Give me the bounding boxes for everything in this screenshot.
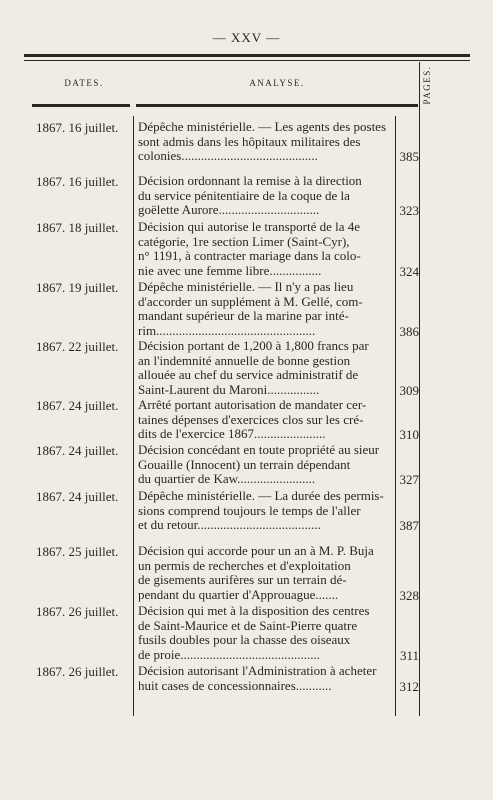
entry-line: de Saint-Maurice et de Saint-Pierre quatre xyxy=(138,618,358,633)
entry-analysis xyxy=(138,664,393,693)
entry-analysis xyxy=(138,398,393,442)
entry-line: allouée au chef du service administratif de xyxy=(138,368,359,383)
entry-page: 387 xyxy=(399,518,419,534)
entry-line: huit cases de concessionnaires........... xyxy=(138,678,332,693)
entry-line: colonies.......................................... xyxy=(138,149,318,164)
entry-date: 1867. 19 juillet. xyxy=(36,280,119,295)
entry-line: pendant du quartier d'Approuague....... xyxy=(138,587,339,602)
entry-page: 310 xyxy=(399,427,419,443)
entry-line: Arrêté portant autorisation de mandater cer- xyxy=(138,398,367,412)
entry-analysis xyxy=(138,120,393,164)
column-divider xyxy=(133,116,134,716)
entry-line: et du retour...................................... xyxy=(138,518,321,533)
header-underline-analyse xyxy=(136,104,418,107)
header-dates: DATES. xyxy=(64,78,104,88)
header-underline-dates xyxy=(32,104,130,107)
entry-analysis xyxy=(138,604,393,662)
entry-line: mandant supérieur de la marine par inté- xyxy=(138,309,349,324)
entry-line: un permis de recherches et d'exploitation xyxy=(138,558,351,573)
entry-line: nie avec une femme libre................ xyxy=(138,263,322,278)
entry-line: sont admis dans les hôpitaux militaires des xyxy=(138,134,361,149)
entry-line: Saint-Laurent du Maroni................ xyxy=(138,382,320,397)
top-rule-thin xyxy=(24,60,470,61)
entry-line: Décision ordonnant la remise à la direction xyxy=(138,174,362,188)
entry-analysis xyxy=(138,544,393,602)
entry-line: taines dépenses d'exercices clos sur les cré- xyxy=(138,412,364,427)
entry-date: 1867. 25 juillet. xyxy=(36,544,119,559)
entry-line: du quartier de Kaw........................ xyxy=(138,472,316,487)
entry-date: 1867. 18 juillet. xyxy=(36,220,119,235)
entry-date: 1867. 24 juillet. xyxy=(36,398,119,413)
entry-line: n° 1191, à contracter mariage dans la colo- xyxy=(138,249,361,264)
column-divider xyxy=(395,116,396,716)
entry-analysis xyxy=(138,280,393,338)
top-rule xyxy=(24,54,470,57)
entry-analysis xyxy=(138,443,393,487)
entry-line: goëlette Aurore............................... xyxy=(138,203,320,218)
entry-date: 1867. 16 juillet. xyxy=(36,174,119,189)
entry-page: 328 xyxy=(399,587,419,603)
entry-date: 1867. 16 juillet. xyxy=(36,120,119,135)
column-divider xyxy=(419,62,420,716)
entry-date: 1867. 26 juillet. xyxy=(36,664,119,679)
entry-line: an l'indemnité annuelle de bonne gestion xyxy=(138,353,351,368)
header-pages: PAGES. xyxy=(422,65,432,105)
entry-analysis xyxy=(138,489,393,533)
entry-line: Décision autorisant l'Administration à acheter xyxy=(138,664,377,678)
entry-line: Gouaille (Innocent) un terrain dépendant xyxy=(138,457,351,472)
entry-line: fusils doubles pour la chasse des oiseaux xyxy=(138,633,351,648)
header-analyse: ANALYSE. xyxy=(249,78,305,88)
entry-line: Décision concédant en toute propriété au sieur xyxy=(138,443,380,457)
page-folio: — XXV — xyxy=(212,30,281,45)
entry-date: 1867. 22 juillet. xyxy=(36,339,119,354)
entry-line: du service pénitentiaire de la coque de la xyxy=(138,188,350,203)
entry-line: d'accorder un supplément à M. Gellé, com- xyxy=(138,294,363,309)
entry-line: Dépêche ministérielle. — Les agents des postes xyxy=(138,120,387,134)
table-header xyxy=(24,62,470,104)
entry-line: catégorie, 1re section Limer (Saint-Cyr), xyxy=(138,234,350,249)
entry-line: Décision qui accorde pour un an à M. P. Buja xyxy=(138,544,374,558)
entry-page: 386 xyxy=(399,323,419,339)
entry-date: 1867. 24 juillet. xyxy=(36,443,119,458)
entry-analysis xyxy=(138,174,393,218)
entry-line: Dépêche ministérielle. — La durée des permis- xyxy=(138,489,384,503)
table-frame xyxy=(24,54,470,714)
entry-line: de gisements aurifères sur un terrain dé- xyxy=(138,573,347,588)
entry-line: Décision qui met à la disposition des centres xyxy=(138,604,370,618)
entry-line: Décision qui autorise le transporté de la 4e xyxy=(138,220,361,234)
entry-page: 311 xyxy=(399,647,419,663)
entry-page: 324 xyxy=(399,263,419,279)
entry-page: 312 xyxy=(399,678,419,694)
entry-page: 385 xyxy=(399,149,419,165)
entry-analysis xyxy=(138,339,393,397)
entry-page: 323 xyxy=(399,203,419,219)
entry-analysis xyxy=(138,220,393,278)
entry-page: 327 xyxy=(399,472,419,488)
entry-line: Décision portant de 1,200 à 1,800 francs par xyxy=(138,339,369,353)
entry-line: rim................................................. xyxy=(138,323,316,338)
entry-line: de proie........................................... xyxy=(138,647,320,662)
entry-line: Dépêche ministérielle. — Il n'y a pas lieu xyxy=(138,280,354,294)
entry-date: 1867. 26 juillet. xyxy=(36,604,119,619)
entry-line: dits de l'exercice 1867...................... xyxy=(138,427,326,442)
entry-page: 309 xyxy=(399,382,419,398)
entry-date: 1867. 24 juillet. xyxy=(36,489,119,504)
entry-line: sions comprend toujours le temps de l'aller xyxy=(138,503,361,518)
